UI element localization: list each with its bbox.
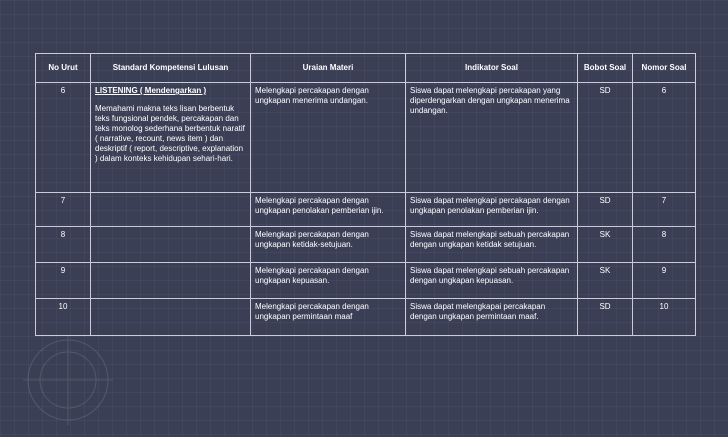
table-header-row bbox=[36, 54, 696, 83]
indikator-cell: Siswa dapat melengkapi percakapan yang diperdengarkan dengan ungkapan menerima undangan. bbox=[406, 83, 578, 193]
indikator-cell: Siswa dapat melengkapi sebuah percakapan dengan ungkapan ketidak setujuan. bbox=[406, 227, 578, 263]
nomor-cell: 9 bbox=[633, 263, 696, 299]
nomor-cell: 8 bbox=[633, 227, 696, 263]
header-standard-kompetensi: Standard Kompetensi Lulusan bbox=[91, 54, 251, 83]
skl-cell-empty bbox=[91, 227, 251, 263]
row-no: 6 bbox=[36, 83, 91, 193]
bobot-cell: SK bbox=[578, 263, 633, 299]
uraian-cell: Melengkapi percakapan dengan ungkapan ketidak-setujuan. bbox=[251, 227, 406, 263]
bobot-cell: SD bbox=[578, 299, 633, 336]
indikator-cell: Siswa dapat melengkapi percakapan dengan ungkapan penolakan pemberian ijin. bbox=[406, 193, 578, 227]
table-row bbox=[36, 227, 696, 263]
bobot-cell: SD bbox=[578, 193, 633, 227]
question-grid-table bbox=[35, 53, 696, 336]
bobot-cell: SD bbox=[578, 83, 633, 193]
bobot-cell: SK bbox=[578, 227, 633, 263]
uraian-cell: Melengkapi percakapan dengan ungkapan kepuasan. bbox=[251, 263, 406, 299]
row-no: 8 bbox=[36, 227, 91, 263]
skl-cell-empty bbox=[91, 193, 251, 227]
nomor-cell: 6 bbox=[633, 83, 696, 193]
row-no: 10 bbox=[36, 299, 91, 336]
compass-decoration-icon bbox=[8, 330, 128, 430]
nomor-cell: 7 bbox=[633, 193, 696, 227]
indikator-cell: Siswa dapat melengkapai percakapan dengan ungkapan permintaan maaf. bbox=[406, 299, 578, 336]
header-bobot-soal: Bobot Soal bbox=[578, 54, 633, 83]
header-indikator-soal: Indikator Soal bbox=[406, 54, 578, 83]
uraian-cell: Melengkapi percakapan dengan ungkapan penolakan pemberian ijin. bbox=[251, 193, 406, 227]
indikator-cell: Siswa dapat melengkapi sebuah percakapan dengan ungkapan kepuasan. bbox=[406, 263, 578, 299]
skl-heading: LISTENING ( Mendengarkan ) bbox=[95, 86, 207, 95]
row-no: 9 bbox=[36, 263, 91, 299]
header-nomor-soal: Nomor Soal bbox=[633, 54, 696, 83]
uraian-cell: Melengkapi percakapan dengan ungkapan menerima undangan. bbox=[251, 83, 406, 193]
table-row bbox=[36, 193, 696, 227]
skl-cell bbox=[91, 83, 251, 193]
header-no-urut: No Urut bbox=[36, 54, 91, 83]
table-row bbox=[36, 83, 696, 193]
skl-body: Memahami makna teks lisan berbentuk teks fungsional pendek, percakapan dan teks monolog sederhana berbentuk naratif ( narrative, recount, news item ) dan deskriptif ( report, descriptive, explanation ) dalam konteks kehidupan sehari-hari. bbox=[95, 104, 245, 163]
table-row bbox=[36, 263, 696, 299]
header-uraian-materi: Uraian Materi bbox=[251, 54, 406, 83]
table-row bbox=[36, 299, 696, 336]
skl-cell-empty bbox=[91, 299, 251, 336]
row-no: 7 bbox=[36, 193, 91, 227]
skl-cell-empty bbox=[91, 263, 251, 299]
nomor-cell: 10 bbox=[633, 299, 696, 336]
uraian-cell: Melengkapi percakapan dengan ungkapan permintaan maaf bbox=[251, 299, 406, 336]
